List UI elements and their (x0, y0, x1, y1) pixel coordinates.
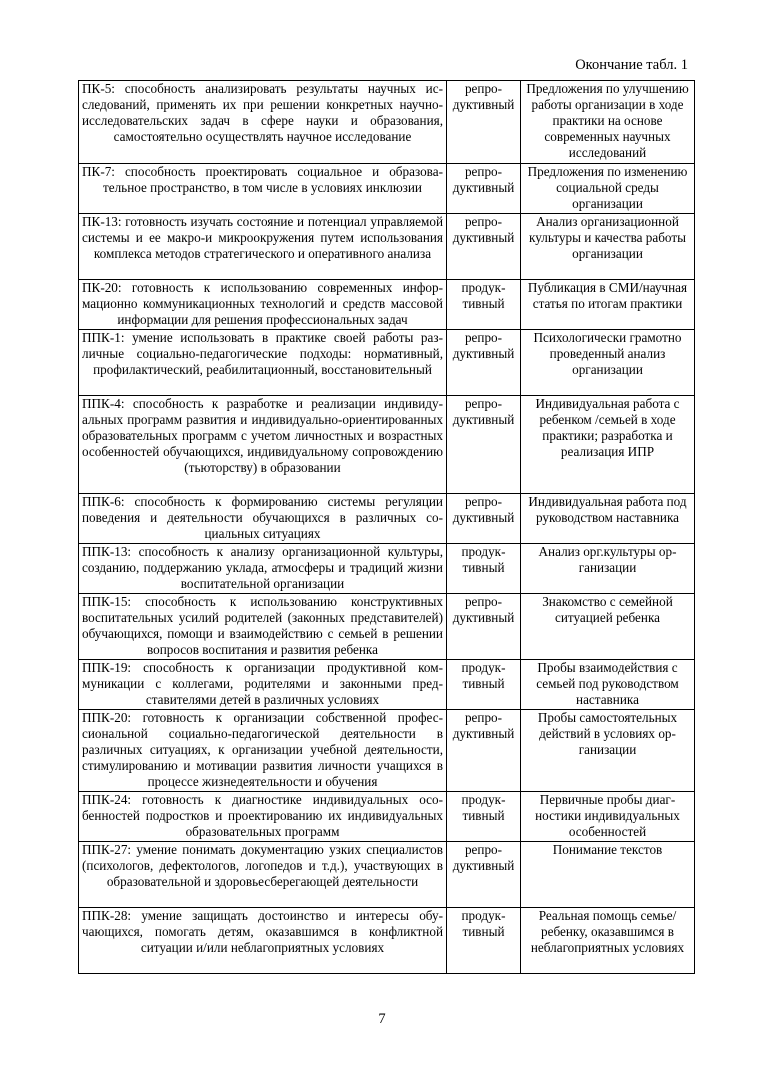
competence-cell: ППК-4: способность к разработке и реализации индивидуальных программ развития и индивидуально-ориентированных образовательных программ с учетом личностных и возрастных особенностей обучающихся, индивидуальному сопровождению (тьюторству) в образовании (79, 396, 447, 494)
level-cell: репродуктивный (447, 594, 521, 660)
competence-cell: ПК-20: готовность к использованию современных информационно коммуникационных технологий и средств массовой информации для решения профессиональных задач (79, 280, 447, 330)
table-row (79, 660, 695, 710)
result-cell: Реальная помощь семье/ребенку, оказавшимся в неблагоприятных условиях (521, 908, 695, 974)
competence-cell: ППК-28: умение защищать достоинство и интересы обучающихся, помогать детям, оказавшимся в конфликтной ситуации и/или неблагоприятных условиях (79, 908, 447, 974)
table-row (79, 710, 695, 792)
result-cell: Пробы взаимодействия с семьей под руководством наставника (521, 660, 695, 710)
competence-cell: ПК-13: готовность изучать состояние и потенциал управляемой системы и ее макро-и микроокружения путем использования комплекса методов стратегического и оперативного анализа (79, 214, 447, 280)
level-cell: продуктивный (447, 544, 521, 594)
result-cell: Предложения по изменению социальной среды организации (521, 164, 695, 214)
level-cell: продуктивный (447, 280, 521, 330)
competence-table (78, 80, 695, 974)
table-row (79, 280, 695, 330)
competence-cell: ППК-19: способность к организации продуктивной коммуникации с коллегами, родителями и законными представителями детей в различных условиях (79, 660, 447, 710)
table-row (79, 594, 695, 660)
result-cell: Индивидуальная работа под руководством наставника (521, 494, 695, 544)
competence-cell: ПК-7: способность проектировать социальное и образовательное пространство, в том числе в условиях инклюзии (79, 164, 447, 214)
competence-cell: ППК-20: готовность к организации собственной профессиональной социально-педагогической деятельности в различных ситуациях, к организации учебной деятельности, стимулированию и мотивации развития личности учащихся в процессе жизнедеятельности и обучения (79, 710, 447, 792)
level-cell: репродуктивный (447, 164, 521, 214)
table-row (79, 81, 695, 164)
table-row (79, 494, 695, 544)
table-row (79, 842, 695, 908)
result-cell: Знакомство с семейной ситуацией ребенка (521, 594, 695, 660)
competence-cell: ППК-6: способность к формированию системы регуляции поведения и деятельности обучающихся в различных социальных ситуациях (79, 494, 447, 544)
result-cell: Психологически грамотно проведенный анализ организации (521, 330, 695, 396)
level-cell: продуктивный (447, 660, 521, 710)
result-cell: Предложения по улучшению работы организации в ходе практики на основе современных научных исследований (521, 81, 695, 164)
level-cell: репродуктивный (447, 494, 521, 544)
result-cell: Публикация в СМИ/научная статья по итогам практики (521, 280, 695, 330)
table-row (79, 214, 695, 280)
competence-cell: ППК-24: готовность к диагностике индивидуальных особенностей подростков и проектированию их индивидуальных образовательных программ (79, 792, 447, 842)
table-row (79, 164, 695, 214)
table-row (79, 396, 695, 494)
competence-cell: ППК-1: умение использовать в практике своей работы различные социально-педагогические подходы: нормативный, профилактический, реабилитационный, восстановительный (79, 330, 447, 396)
competence-cell: ПК-5: способность анализировать результаты научных исследований, применять их при решении конкретных научно-исследовательских задач в сфере науки и образования, самостоятельно осуществлять научное исследование (79, 81, 447, 164)
level-cell: продуктивный (447, 792, 521, 842)
table-caption: Окончание табл. 1 (575, 57, 688, 73)
level-cell: репродуктивный (447, 330, 521, 396)
result-cell: Анализ организационной культуры и качества работы организации (521, 214, 695, 280)
result-cell: Анализ орг.культуры организации (521, 544, 695, 594)
table-row (79, 330, 695, 396)
result-cell: Понимание текстов (521, 842, 695, 908)
competence-cell: ППК-27: умение понимать документацию узких специалистов (психологов, дефектологов, логопедов и т.д.), участвующих в образовательной и здоровьесберегающей деятельности (79, 842, 447, 908)
level-cell: продуктивный (447, 908, 521, 974)
table-row (79, 544, 695, 594)
competence-cell: ППК-13: способность к анализу организационной культуры, созданию, поддержанию уклада, атмосферы и традиций жизни воспитательной организации (79, 544, 447, 594)
level-cell: репродуктивный (447, 214, 521, 280)
result-cell: Индивидуальная работа с ребенком /семьей в ходе практики; разработка и реализация ИПР (521, 396, 695, 494)
result-cell: Пробы самостоятельных действий в условиях организации (521, 710, 695, 792)
level-cell: репродуктивный (447, 842, 521, 908)
level-cell: репродуктивный (447, 396, 521, 494)
result-cell: Первичные пробы диагностики индивидуальных особенностей (521, 792, 695, 842)
level-cell: репродуктивный (447, 710, 521, 792)
table-row (79, 908, 695, 974)
competence-cell: ППК-15: способность к использованию конструктивных воспитательных усилий родителей (законных представителей) обучающихся, помощи и взаимодействию с семьей в решении вопросов воспитания и развития ребенка (79, 594, 447, 660)
table-row (79, 792, 695, 842)
level-cell: репродуктивный (447, 81, 521, 164)
page-number: 7 (378, 1011, 386, 1027)
